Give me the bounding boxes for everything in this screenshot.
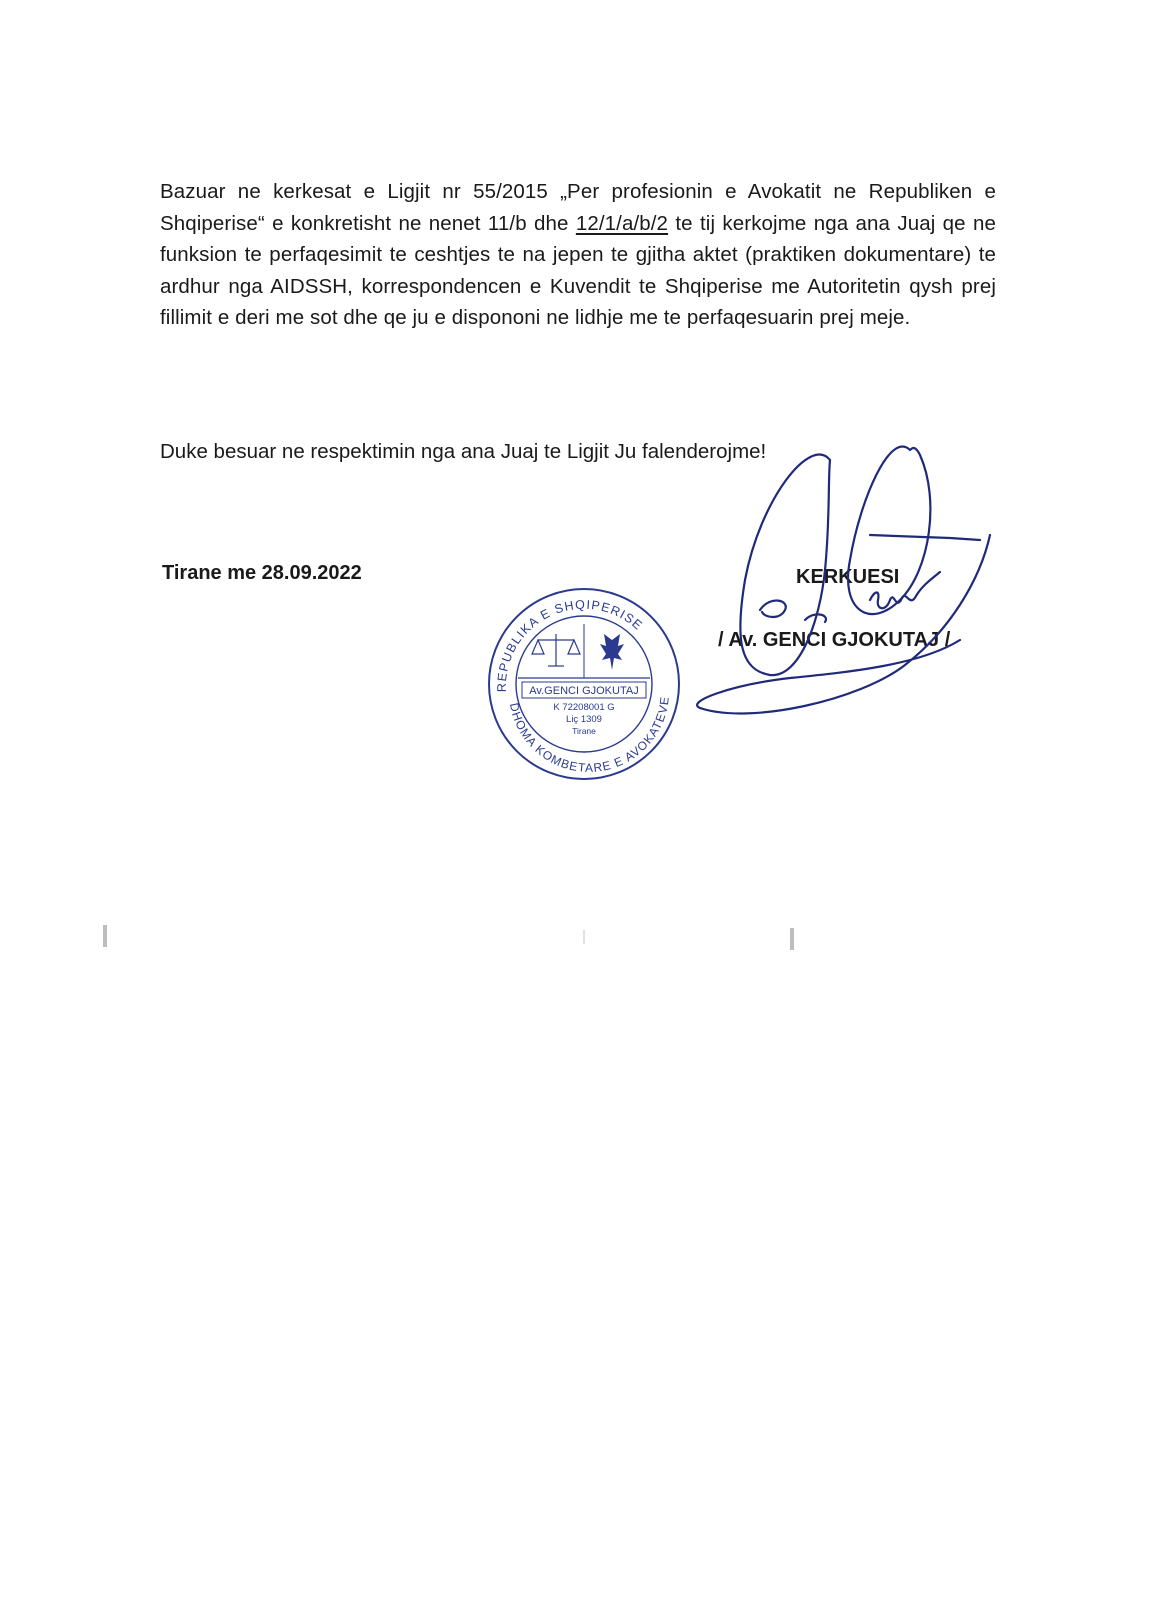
scan-mark-right (790, 928, 794, 950)
signer-name: / Av. GENCI GJOKUTAJ / (718, 629, 951, 651)
date-line: Tirane me 28.09.2022 (162, 562, 362, 584)
article-reference: 12/1/a/b/2 (575, 211, 669, 235)
requester-label: KERKUESI (796, 566, 900, 588)
stamp-bottom-text: DHOMA KOMBETARE E AVOKATEVE (506, 695, 672, 775)
stamp-name: Av.GENCI GJOKUTAJ (529, 685, 639, 697)
scan-mark-left (103, 925, 107, 947)
stamp-license: Liç 1309 (566, 714, 602, 725)
stamp-city: Tirane (572, 726, 596, 736)
lawyer-stamp (484, 584, 684, 784)
stamp-top-text: REPUBLIKA E SHQIPERISE (494, 597, 646, 693)
request-text-part1: Bazuar ne kerkesat e Ligjit nr 55/2015 „Per profesionin e Avokatit ne Republiken e Shqiperise“ e konkretisht ne nenet 11/b dhe (160, 180, 996, 235)
closing-line: Duke besuar ne respektimin nga ana Juaj te Ligjit Ju falenderojme! (160, 440, 767, 463)
handwritten-signature (690, 440, 1010, 740)
request-text-part2: te tij kerkojme nga ana Juaj qe ne funksion te perfaqesimit te ceshtjes te na jepen te gjitha aktet (praktiken dokumentare) te ardhur nga AIDSSH, korrespondencen e Kuvendit te Shqiperise me Autoritetin qysh prej fillimit e deri me sot dhe qe ju e dispononi ne lidhje me te perfaqesuarin prej meje. (160, 211, 997, 330)
request-paragraph (160, 176, 996, 334)
scan-mark-center (583, 930, 585, 944)
stamp-id: K 72208001 G (553, 702, 615, 713)
scales-icon (532, 634, 580, 666)
eagle-icon (600, 634, 624, 670)
